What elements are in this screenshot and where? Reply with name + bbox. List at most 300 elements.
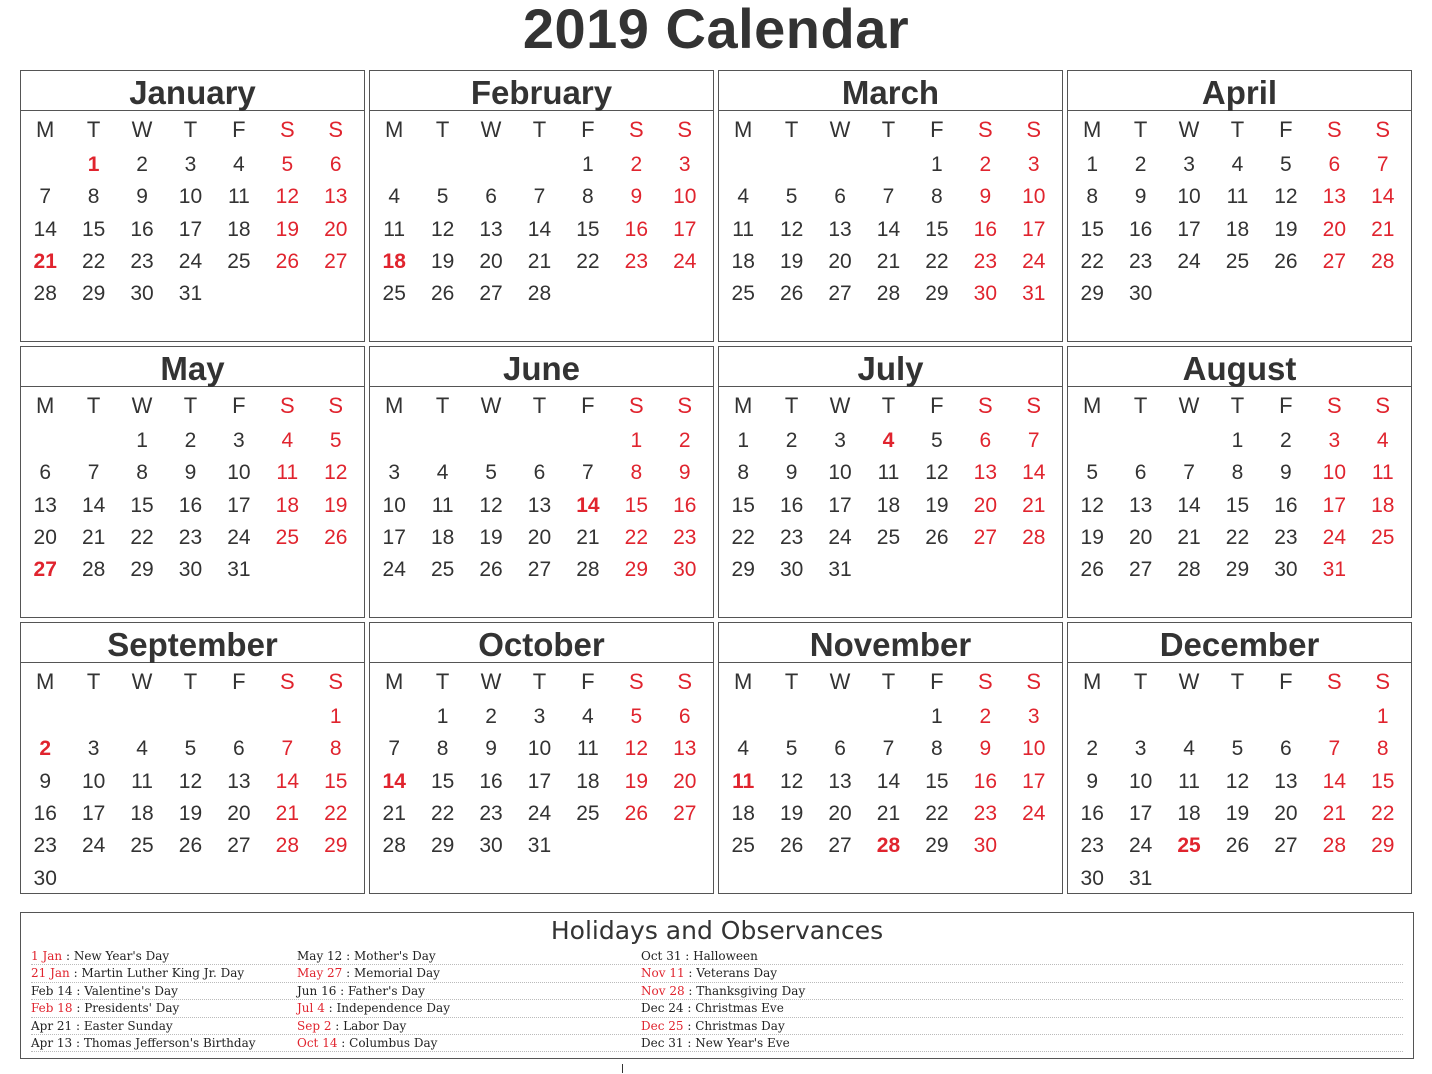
- day-cell: 14: [876, 769, 901, 793]
- holiday-name: Christmas Eve: [695, 1001, 784, 1016]
- day-cell: 6: [329, 153, 342, 177]
- day-cell: 12: [1225, 769, 1250, 793]
- day-cell: 28: [1022, 526, 1046, 550]
- weekday-label: M: [734, 393, 753, 418]
- weekday-label: F: [581, 393, 595, 418]
- holiday-separator: :: [69, 966, 82, 981]
- week-row: [370, 425, 713, 457]
- weekday-label: S: [328, 117, 344, 142]
- holiday-name: Martin Luther King Jr. Day: [81, 966, 245, 981]
- week-row: [719, 278, 1062, 310]
- weekday-label: S: [279, 393, 295, 418]
- day-cell: 19: [479, 526, 503, 550]
- week-row: [370, 733, 713, 765]
- day-cell: 30: [33, 866, 57, 890]
- holiday-separator: :: [684, 966, 697, 981]
- day-cell: 29: [925, 282, 949, 306]
- day-cell: 22: [1225, 526, 1250, 550]
- day-cell: 27: [828, 834, 852, 858]
- holiday-date: Nov 11: [641, 966, 685, 981]
- holiday-item: [31, 1000, 256, 1017]
- day-cell: 4: [136, 737, 148, 761]
- month-march: [718, 70, 1063, 342]
- weekday-label: M: [385, 117, 404, 142]
- day-cell: 22: [130, 526, 154, 550]
- weekday-label: F: [581, 117, 595, 142]
- week-row: [719, 149, 1062, 181]
- month-december: [1067, 622, 1412, 894]
- week-row: [370, 490, 713, 522]
- week-row: [21, 425, 364, 457]
- day-cell: 6: [834, 737, 846, 761]
- day-cell: 26: [178, 834, 203, 858]
- month-name: August: [1068, 347, 1411, 387]
- day-cell: 23: [779, 526, 804, 550]
- day-cell: 24: [673, 250, 697, 274]
- day-cell: 18: [430, 526, 455, 550]
- day-cell: 23: [1128, 250, 1153, 274]
- holiday-name: Labor Day: [343, 1018, 407, 1033]
- holiday-date: May 12: [297, 949, 343, 963]
- day-cell: 9: [678, 461, 691, 485]
- weekday-label: T: [784, 117, 799, 142]
- day-cell: 16: [479, 769, 503, 793]
- week-row: [719, 522, 1062, 554]
- weekday-header: [370, 663, 713, 701]
- day-cell: 10: [227, 461, 251, 485]
- day-cell: 1: [630, 429, 643, 453]
- holiday-date: Sep 2: [297, 1018, 332, 1033]
- day-cell: 31: [527, 834, 552, 858]
- day-cell: 23: [178, 526, 203, 550]
- day-cell: 13: [479, 217, 503, 241]
- day-cell: 24: [382, 558, 406, 582]
- day-cell: 25: [1371, 526, 1395, 550]
- day-cell: 10: [1128, 769, 1153, 793]
- holiday-name: Halloween: [693, 949, 758, 963]
- day-cell: 19: [779, 250, 804, 274]
- holiday-name: Independence Day: [336, 1001, 450, 1016]
- day-cell: 18: [382, 250, 406, 274]
- day-cell: 15: [624, 493, 648, 517]
- weekday-label: T: [1133, 669, 1148, 694]
- day-cell: 11: [227, 185, 250, 209]
- weekday-label: M: [734, 669, 753, 694]
- day-cell: 10: [1022, 185, 1046, 209]
- day-cell: 8: [1376, 737, 1389, 761]
- day-cell: 23: [673, 526, 697, 550]
- week-row: [1068, 522, 1411, 554]
- day-cell: 27: [673, 802, 697, 826]
- month-name: July: [719, 347, 1062, 387]
- day-cell: 30: [1080, 866, 1104, 890]
- month-november: [718, 622, 1063, 894]
- holiday-date: Jul 4: [297, 1001, 325, 1016]
- day-cell: 17: [1022, 769, 1046, 793]
- weekday-label: T: [435, 117, 450, 142]
- day-cell: 13: [1322, 185, 1346, 209]
- day-cell: 22: [324, 802, 348, 826]
- week-row: [719, 181, 1062, 213]
- holiday-item: [297, 983, 450, 1000]
- divider-tick: [622, 1064, 623, 1073]
- weekday-label: S: [1375, 393, 1391, 418]
- week-row: [21, 149, 364, 181]
- day-cell: 30: [673, 558, 697, 582]
- week-row: [1068, 149, 1411, 181]
- weekday-label: W: [131, 117, 153, 142]
- day-cell: 14: [33, 217, 57, 241]
- day-cell: 29: [925, 834, 949, 858]
- holidays-column: [31, 948, 256, 1052]
- weekday-label: S: [1375, 669, 1391, 694]
- day-cell: 15: [1371, 769, 1395, 793]
- day-cell: 15: [1080, 217, 1104, 241]
- day-cell: 27: [1274, 834, 1298, 858]
- day-cell: 9: [1134, 185, 1147, 209]
- day-cell: 28: [275, 834, 299, 858]
- weekday-label: F: [930, 669, 944, 694]
- week-row: [21, 246, 364, 278]
- weekday-header: [1068, 387, 1411, 425]
- weekday-label: W: [480, 117, 502, 142]
- week-row: [719, 733, 1062, 765]
- weekday-label: T: [532, 393, 547, 418]
- day-cell: 20: [227, 802, 251, 826]
- day-cell: 11: [732, 769, 755, 793]
- day-cell: 3: [388, 461, 401, 485]
- day-cell: 15: [1225, 493, 1250, 517]
- holiday-name: Valentine's Day: [84, 983, 178, 998]
- weekday-label: M: [1083, 117, 1102, 142]
- month-name: May: [21, 347, 364, 387]
- day-cell: 10: [1177, 185, 1201, 209]
- day-cell: 18: [1177, 802, 1201, 826]
- holiday-date: Jun 16: [297, 983, 337, 998]
- day-cell: 4: [737, 737, 750, 761]
- day-cell: 11: [1178, 769, 1200, 793]
- day-cell: 11: [576, 737, 599, 761]
- week-row: [1068, 181, 1411, 213]
- day-cell: 14: [382, 769, 406, 793]
- day-cell: 19: [624, 769, 648, 793]
- day-cell: 3: [1134, 737, 1147, 761]
- holiday-separator: :: [72, 1035, 84, 1050]
- weekday-label: S: [677, 669, 693, 694]
- weekday-label: S: [628, 669, 644, 694]
- day-cell: 12: [1274, 185, 1298, 209]
- weekday-header: [719, 387, 1062, 425]
- day-cell: 14: [275, 769, 299, 793]
- day-cell: 26: [779, 834, 804, 858]
- month-april: [1067, 70, 1412, 342]
- week-row: [719, 798, 1062, 830]
- day-cell: 3: [678, 153, 691, 177]
- day-cell: 30: [130, 282, 154, 306]
- weekday-header: [21, 387, 364, 425]
- holiday-item: [297, 965, 450, 982]
- day-cell: 12: [178, 769, 203, 793]
- day-cell: 1: [1376, 705, 1389, 729]
- day-cell: 13: [324, 185, 348, 209]
- month-name: January: [21, 71, 364, 111]
- day-cell: 5: [1280, 153, 1292, 177]
- weekday-label: T: [1133, 393, 1148, 418]
- day-cell: 23: [1080, 834, 1104, 858]
- weekday-label: S: [1326, 669, 1342, 694]
- week-row: [1068, 798, 1411, 830]
- weekday-label: F: [232, 669, 246, 694]
- day-cell: 17: [673, 217, 697, 241]
- holiday-separator: :: [72, 983, 85, 998]
- day-cell: 21: [382, 802, 406, 826]
- month-june: [369, 346, 714, 618]
- day-cell: 26: [1274, 250, 1298, 274]
- day-cell: 11: [383, 217, 406, 241]
- holiday-separator: :: [683, 1001, 696, 1016]
- day-cell: 15: [430, 769, 455, 793]
- holiday-date: Nov 28: [641, 983, 685, 998]
- day-cell: 17: [227, 493, 251, 517]
- day-cell: 21: [576, 526, 600, 550]
- day-cell: 17: [178, 217, 203, 241]
- weekday-label: W: [131, 393, 153, 418]
- day-cell: 10: [527, 737, 552, 761]
- weekday-label: T: [881, 117, 896, 142]
- week-row: [1068, 830, 1411, 862]
- weekday-label: T: [1133, 117, 1148, 142]
- day-cell: 10: [81, 769, 106, 793]
- weekday-label: S: [279, 669, 295, 694]
- day-cell: 26: [779, 282, 804, 306]
- day-cell: 11: [1226, 185, 1249, 209]
- day-cell: 31: [1322, 558, 1346, 582]
- weekday-label: T: [1230, 117, 1245, 142]
- holiday-separator: :: [324, 1001, 337, 1016]
- holidays-column: [297, 948, 450, 1052]
- month-name: November: [719, 623, 1062, 663]
- day-cell: 5: [485, 461, 497, 485]
- day-cell: 2: [1280, 429, 1292, 453]
- day-cell: 20: [673, 769, 697, 793]
- day-cell: 28: [576, 558, 600, 582]
- day-cell: 17: [1322, 493, 1346, 517]
- holiday-item: [31, 983, 256, 1000]
- week-row: [370, 522, 713, 554]
- holiday-separator: :: [683, 1035, 696, 1050]
- day-cell: 30: [1274, 558, 1298, 582]
- week-row: [370, 830, 713, 862]
- holiday-date: May 27: [297, 966, 343, 981]
- holiday-date: Dec 25: [641, 1018, 684, 1033]
- day-cell: 29: [324, 834, 348, 858]
- day-cell: 27: [479, 282, 503, 306]
- weekday-label: T: [1230, 393, 1245, 418]
- day-cell: 26: [324, 526, 348, 550]
- day-cell: 1: [582, 153, 594, 177]
- weekday-header: [1068, 111, 1411, 149]
- week-row: [21, 554, 364, 586]
- day-cell: 21: [275, 802, 299, 826]
- weekday-label: T: [86, 117, 101, 142]
- day-cell: 15: [81, 217, 106, 241]
- day-cell: 20: [1274, 802, 1298, 826]
- day-cell: 12: [779, 769, 804, 793]
- day-cell: 22: [925, 250, 949, 274]
- day-cell: 7: [281, 737, 294, 761]
- day-cell: 15: [925, 217, 949, 241]
- day-cell: 2: [1086, 737, 1099, 761]
- holiday-date: Oct 14: [297, 1035, 338, 1050]
- day-cell: 12: [430, 217, 455, 241]
- week-row: [719, 701, 1062, 733]
- week-row: [1068, 425, 1411, 457]
- day-cell: 6: [979, 429, 992, 453]
- day-cell: 17: [828, 493, 852, 517]
- day-cell: 1: [1086, 153, 1099, 177]
- day-cell: 14: [1022, 461, 1046, 485]
- weekday-label: S: [977, 117, 993, 142]
- day-cell: 24: [227, 526, 251, 550]
- day-cell: 26: [430, 282, 455, 306]
- week-row: [719, 830, 1062, 862]
- day-cell: 4: [233, 153, 245, 177]
- day-cell: 25: [430, 558, 455, 582]
- day-cell: 27: [1322, 250, 1346, 274]
- weekday-label: S: [1326, 117, 1342, 142]
- holiday-item: [641, 1018, 805, 1035]
- day-cell: 26: [275, 250, 299, 274]
- day-cell: 27: [33, 558, 57, 582]
- weekday-label: W: [829, 117, 851, 142]
- holiday-item: [297, 1018, 450, 1035]
- day-cell: 19: [1225, 802, 1250, 826]
- day-cell: 7: [882, 185, 895, 209]
- holiday-date: Feb 14: [31, 983, 73, 998]
- weekday-label: W: [1178, 117, 1200, 142]
- holiday-item: [31, 1035, 256, 1052]
- day-cell: 8: [630, 461, 643, 485]
- day-cell: 16: [624, 217, 648, 241]
- day-cell: 3: [1328, 429, 1341, 453]
- week-row: [719, 457, 1062, 489]
- day-cell: 24: [1128, 834, 1153, 858]
- day-cell: 28: [876, 282, 901, 306]
- day-cell: 20: [973, 493, 997, 517]
- day-cell: 7: [1328, 737, 1341, 761]
- day-cell: 28: [81, 558, 106, 582]
- day-cell: 22: [925, 802, 949, 826]
- week-row: [21, 490, 364, 522]
- day-cell: 19: [324, 493, 348, 517]
- weekday-label: M: [734, 117, 753, 142]
- day-cell: 21: [876, 250, 901, 274]
- week-row: [1068, 246, 1411, 278]
- holiday-item: [641, 1000, 805, 1017]
- holiday-name: Columbus Day: [349, 1035, 438, 1050]
- week-row: [1068, 554, 1411, 586]
- day-cell: 28: [527, 282, 552, 306]
- week-row: [370, 214, 713, 246]
- day-cell: 28: [33, 282, 57, 306]
- holiday-item: [641, 1035, 805, 1052]
- day-cell: 9: [785, 461, 798, 485]
- day-cell: 23: [33, 834, 57, 858]
- holiday-name: Memorial Day: [353, 966, 440, 981]
- weekday-label: S: [977, 669, 993, 694]
- day-cell: 14: [576, 493, 600, 517]
- day-cell: 21: [527, 250, 552, 274]
- day-cell: 31: [1022, 282, 1046, 306]
- day-cell: 11: [1371, 461, 1394, 485]
- day-cell: 28: [876, 834, 901, 858]
- holiday-item: [31, 1018, 256, 1035]
- day-cell: 16: [779, 493, 804, 517]
- weekday-label: M: [36, 393, 55, 418]
- day-cell: 12: [624, 737, 648, 761]
- day-cell: 8: [87, 185, 100, 209]
- weekday-label: M: [385, 393, 404, 418]
- holidays-panel: [20, 912, 1414, 1059]
- weekday-label: W: [1178, 669, 1200, 694]
- day-cell: 12: [479, 493, 503, 517]
- month-name: March: [719, 71, 1062, 111]
- day-cell: 20: [479, 250, 503, 274]
- weekday-label: T: [183, 117, 198, 142]
- week-row: [719, 490, 1062, 522]
- week-row: [370, 457, 713, 489]
- weekday-label: T: [881, 393, 896, 418]
- week-row: [370, 278, 713, 310]
- day-cell: 12: [324, 461, 348, 485]
- weekday-label: F: [1279, 393, 1293, 418]
- day-cell: 16: [973, 217, 997, 241]
- weekday-label: S: [279, 117, 295, 142]
- week-row: [370, 246, 713, 278]
- day-cell: 10: [382, 493, 406, 517]
- week-row: [1068, 862, 1411, 894]
- day-cell: 27: [828, 282, 852, 306]
- day-cell: 27: [227, 834, 251, 858]
- day-cell: 9: [630, 185, 643, 209]
- week-row: [1068, 701, 1411, 733]
- day-cell: 29: [81, 282, 106, 306]
- day-cell: 18: [1225, 217, 1250, 241]
- day-cell: 3: [1027, 705, 1040, 729]
- day-cell: 4: [582, 705, 594, 729]
- months-grid: [20, 70, 1414, 896]
- day-cell: 6: [1280, 737, 1292, 761]
- weekday-label: F: [930, 393, 944, 418]
- week-row: [21, 701, 364, 733]
- day-cell: 13: [1274, 769, 1298, 793]
- day-cell: 4: [1231, 153, 1244, 177]
- day-cell: 18: [731, 250, 755, 274]
- day-cell: 24: [1177, 250, 1201, 274]
- weekday-label: S: [628, 117, 644, 142]
- day-cell: 5: [329, 429, 342, 453]
- day-cell: 5: [184, 737, 197, 761]
- week-row: [21, 214, 364, 246]
- day-cell: 1: [1231, 429, 1244, 453]
- day-cell: 23: [1274, 526, 1298, 550]
- weekday-header: [21, 111, 364, 149]
- day-cell: 13: [828, 769, 852, 793]
- weekday-label: W: [480, 669, 502, 694]
- day-cell: 28: [1322, 834, 1346, 858]
- day-cell: 7: [39, 185, 52, 209]
- holiday-date: 1 Jan: [31, 949, 63, 963]
